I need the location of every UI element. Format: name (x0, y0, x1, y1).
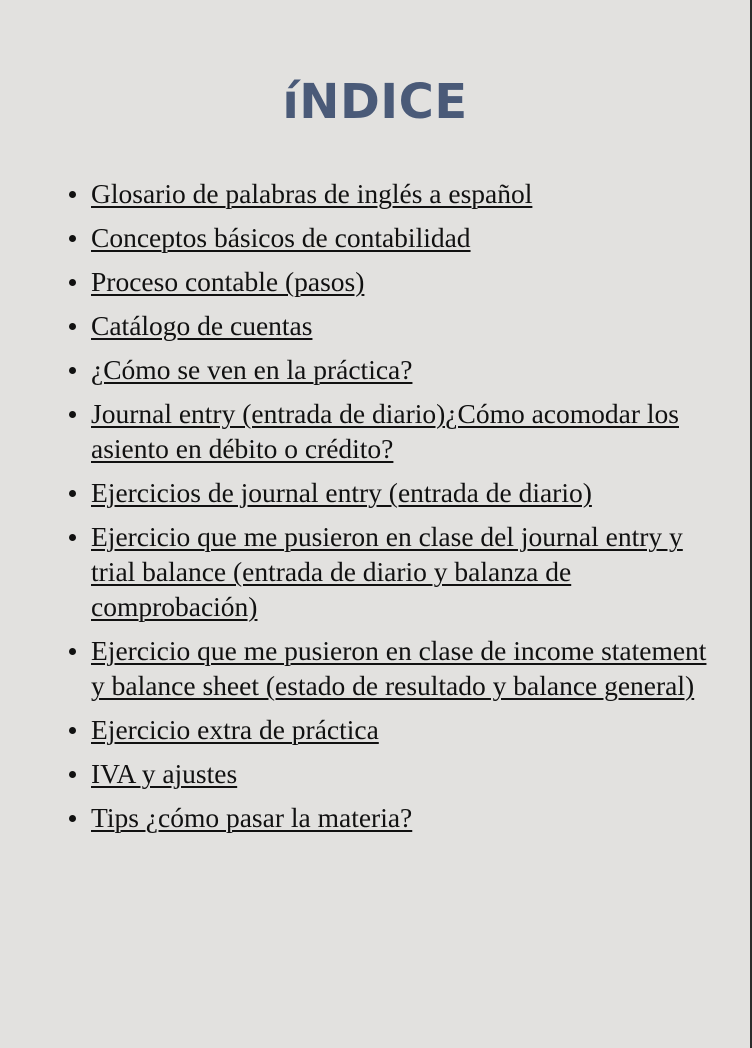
bullet-icon (69, 411, 76, 418)
table-of-contents (64, 176, 714, 844)
bullet-icon (69, 815, 76, 822)
toc-link-proceso[interactable]: Proceso contable (pasos) (91, 266, 365, 297)
toc-item-iva (64, 756, 714, 791)
toc-item-journal-entry (64, 396, 714, 466)
toc-link-glosario[interactable]: Glosario de palabras de inglés a español (91, 178, 533, 209)
toc-item-conceptos (64, 220, 714, 255)
toc-item-ejercicio-trial-balance (64, 519, 714, 624)
bullet-icon (69, 235, 76, 242)
toc-item-tips (64, 800, 714, 835)
toc-link-ejercicio-trial-balance[interactable]: Ejercicio que me pusieron en clase del journal entry y trial balance (entrada de diario y balanza de comprobación) (91, 521, 683, 622)
bullet-icon (69, 490, 76, 497)
bullet-icon (69, 771, 76, 778)
bullet-icon (69, 191, 76, 198)
bullet-icon (69, 727, 76, 734)
bullet-icon (69, 367, 76, 374)
bullet-icon (69, 323, 76, 330)
page-title: íNDICE (282, 74, 468, 130)
toc-item-catalogo (64, 308, 714, 343)
bullet-icon (69, 648, 76, 655)
bullet-icon (69, 279, 76, 286)
toc-link-ejercicio-income-statement[interactable]: Ejercicio que me pusieron en clase de income statement y balance sheet (estado de resultado y balance general) (91, 635, 707, 701)
toc-link-catalogo[interactable]: Catálogo de cuentas (91, 310, 313, 341)
toc-link-ejercicios-journal[interactable]: Ejercicios de journal entry (entrada de diario) (91, 477, 592, 508)
toc-item-ejercicios-journal (64, 475, 714, 510)
bullet-icon (69, 534, 76, 541)
toc-link-ejercicio-extra[interactable]: Ejercicio extra de práctica (91, 714, 379, 745)
toc-item-ejercicio-extra (64, 712, 714, 747)
toc-link-journal-entry[interactable]: Journal entry (entrada de diario)¿Cómo acomodar los asiento en débito o crédito? (91, 398, 679, 464)
toc-item-glosario (64, 176, 714, 211)
toc-item-practica (64, 352, 714, 387)
toc-item-proceso (64, 264, 714, 299)
toc-link-conceptos[interactable]: Conceptos básicos de contabilidad (91, 222, 471, 253)
toc-link-iva[interactable]: IVA y ajustes (91, 758, 238, 789)
toc-link-tips[interactable]: Tips ¿cómo pasar la materia? (91, 802, 413, 833)
toc-item-ejercicio-income-statement (64, 633, 714, 703)
toc-link-practica[interactable]: ¿Cómo se ven en la práctica? (91, 354, 413, 385)
